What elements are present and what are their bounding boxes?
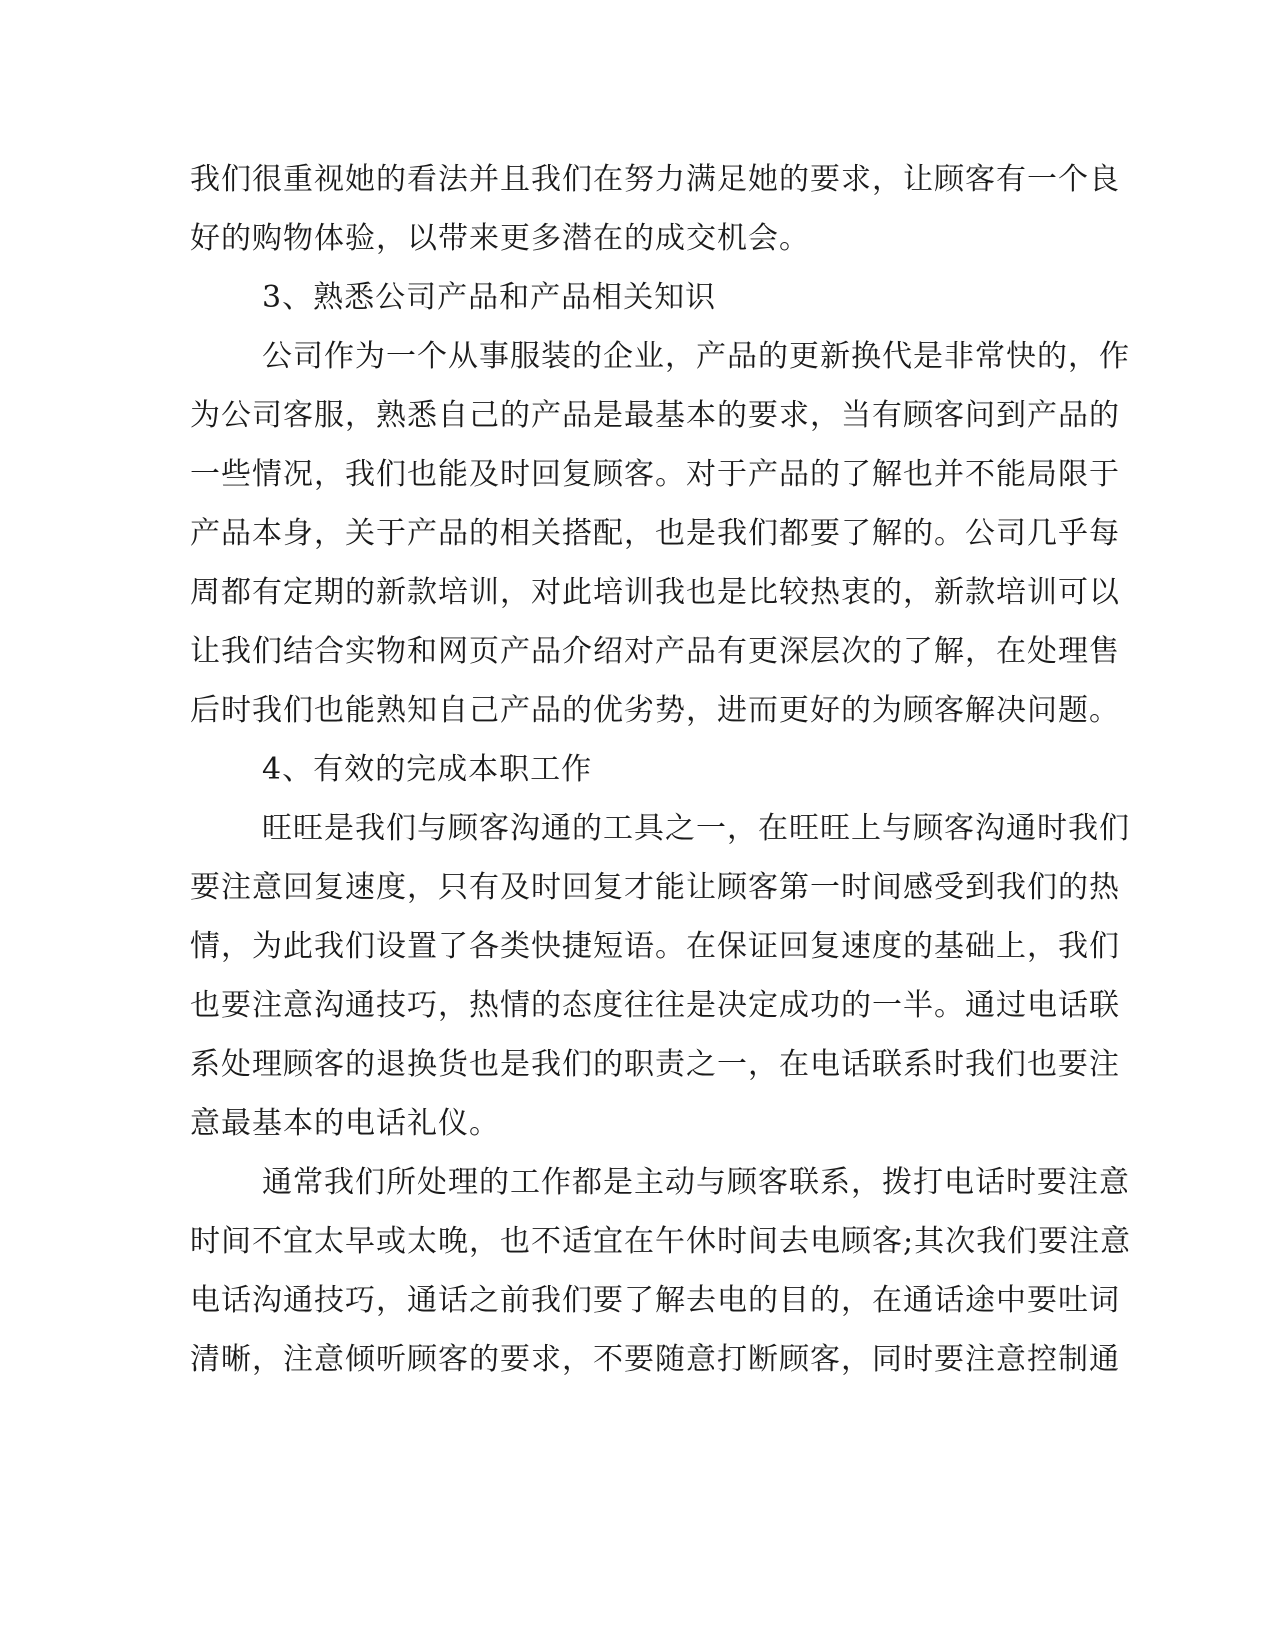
text-line-9: 让我们结合实物和网页产品介绍对产品有更深层次的了解，在处理售 <box>190 634 1120 669</box>
text-line-5: 为公司客服，熟悉自己的产品是最基本的要求，当有顾客问到产品的 <box>190 398 1120 433</box>
text-line-19: 时间不宜太早或太晚，也不适宜在午休时间去电顾客;其次我们要注意 <box>190 1224 1132 1259</box>
text-line-2: 好的购物体验，以带来更多潜在的成交机会。 <box>190 221 810 256</box>
text-line-7: 产品本身，关于产品的相关搭配，也是我们都要了解的。公司几乎每 <box>190 516 1120 551</box>
text-line-14: 情，为此我们设置了各类快捷短语。在保证回复速度的基础上，我们 <box>190 929 1120 964</box>
section-heading-3: 3、熟悉公司产品和产品相关知识 <box>262 280 717 315</box>
text-line-4: 公司作为一个从事服装的企业，产品的更新换代是非常快的，作 <box>262 339 1130 374</box>
text-line-8: 周都有定期的新款培训，对此培训我也是比较热衷的，新款培训可以 <box>190 575 1120 610</box>
text-line-1: 我们很重视她的看法并且我们在努力满足她的要求，让顾客有一个良 <box>190 162 1120 197</box>
text-line-18: 通常我们所处理的工作都是主动与顾客联系，拨打电话时要注意 <box>262 1165 1130 1200</box>
text-line-20: 电话沟通技巧，通话之前我们要了解去电的目的，在通话途中要吐词 <box>190 1283 1120 1318</box>
text-line-6: 一些情况，我们也能及时回复顾客。对于产品的了解也并不能局限于 <box>190 457 1120 492</box>
text-line-16: 系处理顾客的退换货也是我们的职责之一，在电话联系时我们也要注 <box>190 1047 1120 1082</box>
text-line-17: 意最基本的电话礼仪。 <box>190 1106 500 1141</box>
text-line-13: 要注意回复速度，只有及时回复才能让顾客第一时间感受到我们的热 <box>190 870 1120 905</box>
text-line-12: 旺旺是我们与顾客沟通的工具之一，在旺旺上与顾客沟通时我们 <box>262 811 1130 846</box>
text-line-21: 清晰，注意倾听顾客的要求，不要随意打断顾客，同时要注意控制通 <box>190 1342 1120 1377</box>
text-line-10: 后时我们也能熟知自己产品的优劣势，进而更好的为顾客解决问题。 <box>190 693 1120 728</box>
section-heading-4: 4、有效的完成本职工作 <box>262 752 593 787</box>
text-line-15: 也要注意沟通技巧，热情的态度往往是决定成功的一半。通过电话联 <box>190 988 1120 1023</box>
